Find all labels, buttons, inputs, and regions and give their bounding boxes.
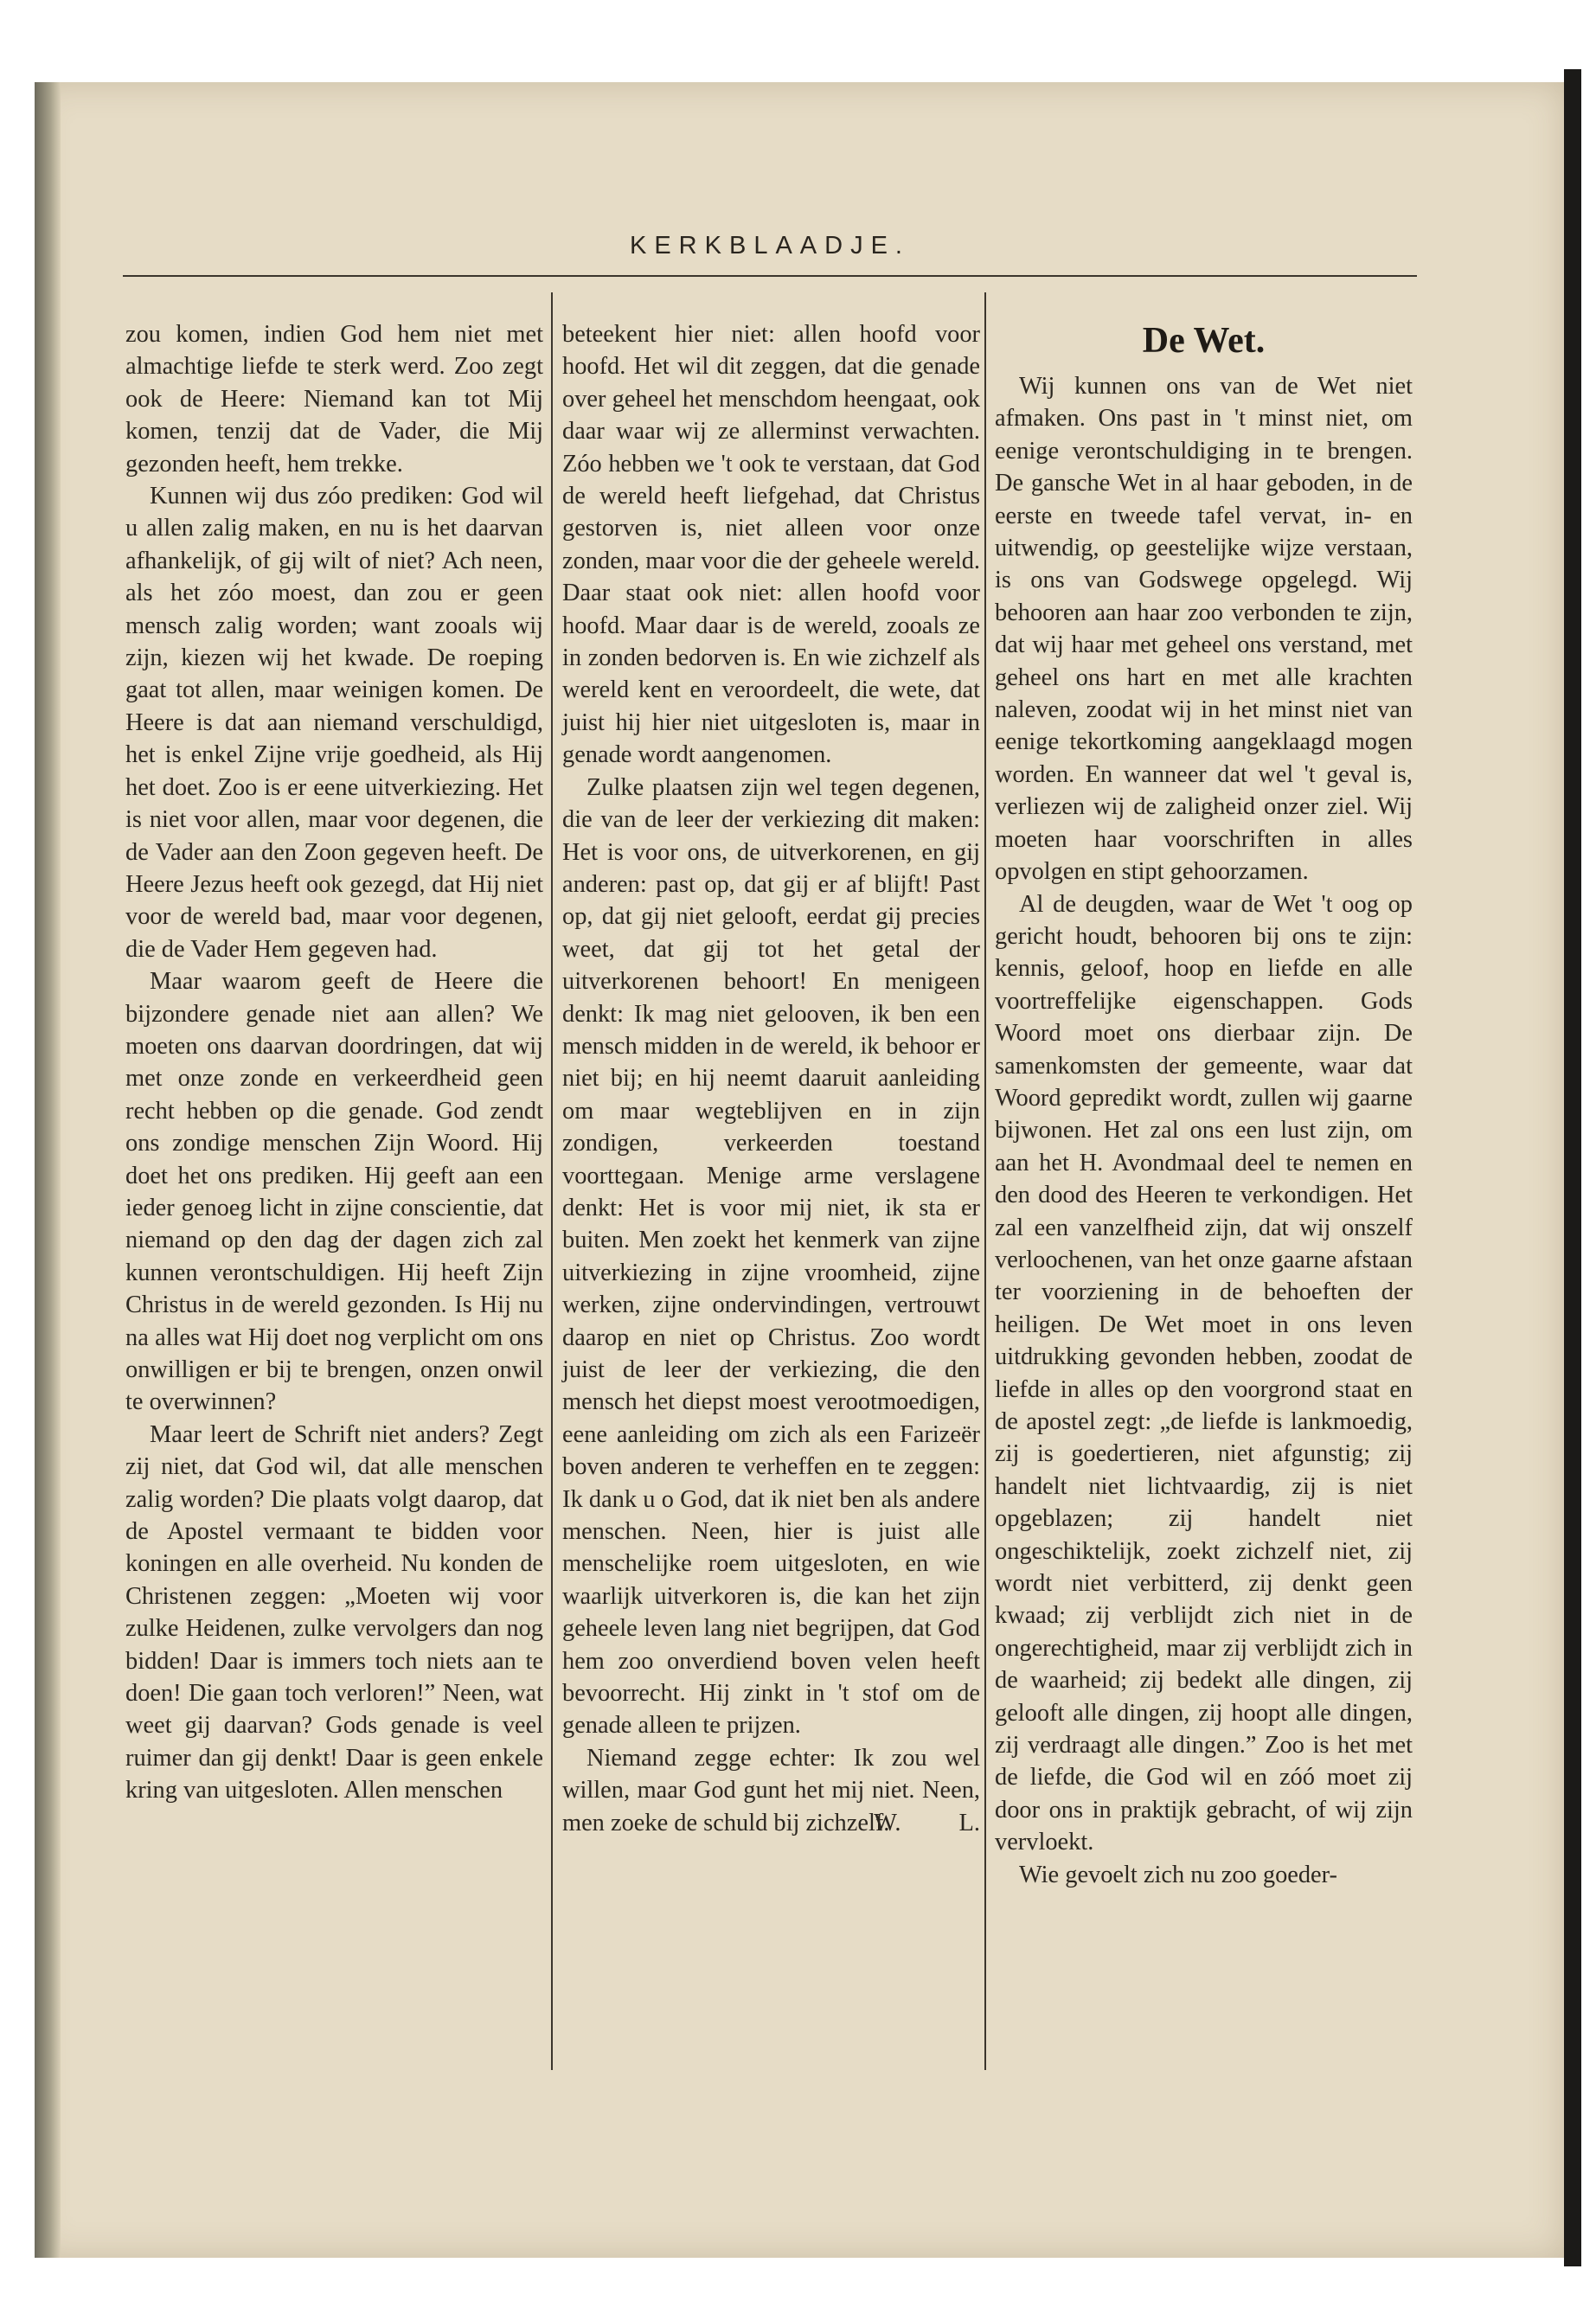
column-3 (995, 318, 1413, 1891)
paragraph: Maar waarom geeft de Heere die bijzondere genade niet aan allen? We moeten ons daarvan doordringen, dat wij met onze zonde en verkeerdheid geen recht hebben op die genade. God zendt ons zondige menschen Zijn Woord. Hij doet het ons prediken. Hij geeft aan een ieder genoeg licht in zijne conscientie, dat niemand op den dag der dagen zich zal kunnen verontschuldigen. Hij heeft Zijn Christus in de wereld gezonden. Is Hij nu na alles wat Hij doet nog verplicht om ons onwilligen er bij te brengen, onzen onwil te overwinnen? (125, 968, 543, 1416)
page-right-edge (1564, 69, 1581, 2266)
paragraph: Maar leert de Schrift niet anders? Zegt zij niet, dat God wil, dat alle menschen zalig worden? Die plaats volgt daarop, dat de Apostel vermaant te bidden voor koningen en alle overheid. Nu konden de Christenen zeggen: „Moeten wij voor zulke Heidenen, zulke vervolgers dan nog bidden! Daar is immers toch niets aan te doen! Die gaan toch verloren!” Neen, wat weet gij daarvan? Gods genade is veel ruimer dan gij denkt! Daar is geen enkele kring van uitgesloten. Allen menschen (125, 1420, 543, 1804)
header-rule (123, 275, 1417, 277)
paragraph: Zulke plaatsen zijn wel tegen degenen, die van de leer der verkiezing dit maken: Het is voor ons, de uitverkorenen, en gij anderen: past op, dat gij er af blijft! Past op, dat gij niet gelooft, eerdat gij precies weet, dat gij tot het getal der uitverkorenen behoort! En menigeen denkt: Ik mag niet gelooven, ik ben een mensch midden in de wereld, ik behoor er niet bij; en hij neemt daaruit aanleiding om maar wegteblijven en in zijn zondigen, verkeerden toestand voorttegaan. Menige arme verslagene denkt: Het is voor mij niet, ik sta er buiten. Men zoekt het kenmerk van zijne uitverkiezing in zijne vroomheid, zijne werken, zijne ondervindingen, vertrouwt daarop en niet op Christus. Zoo wordt juist de leer der verkiezing, die den mensch het diepst moest verootmoedigen, eene aanleiding om zich als een Farizeër boven anderen te verheffen en te zeggen: Ik dank u o God, dat ik niet ben als andere menschen. Neen, hier is juist alle menschelijke roem uitgesloten, en wie waarlijk uitverkoren is, die kan het zijn geheele leven lang niet begrijpen, dat God hem zoo onverdiend boven velen heeft bevoorrecht. Hij zinkt in 't stof om de genade alleen te prijzen. (562, 773, 980, 1740)
paragraph: Wij kunnen ons van de Wet niet afmaken. Ons past in 't minst niet, om eenige verontschuldiging in te brengen. De gansche Wet in al haar geboden, in de eerste en tweede tafel vervat, in- en uitwendig, op geestelijke wijze verstaan, is ons van Godswege opgelegd. Wij behooren aan haar zoo verbonden te zijn, dat wij haar met geheel ons verstand, met geheel ons hart en met alle krachten naleven, zoodat wij in het minst niet van eenige tekortkoming aangeklaagd mogen worden. En wanneer dat wel 't geval is, verliezen wij de zaligheid onzer ziel. Wij moeten haar voorschriften in alles opvolgen en stipt gehoorzamen. (995, 373, 1413, 886)
paragraph: Kunnen wij dus zóo prediken: God wil u allen zalig maken, en nu is het daarvan afhankelijk, of gij wilt of niet? Ach neen, als het zóo moest, dan zou er geen mensch zalig worden; want zooals wij zijn, kiezen wij het kwade. De roeping gaat tot allen, maar weinigen komen. De Heere is dat aan niemand verschuldigd, het is enkel Zijne vrije goedheid, als Hij het doet. Zoo is er eene uitverkiezing. Het is niet voor allen, maar voor degenen, die de Vader aan den Zoon gegeven heeft. De Heere Jezus heeft ook gezegd, dat Hij niet voor de wereld bad, maar voor degenen, die de Vader Hem gegeven had. (125, 483, 543, 963)
article-heading: De Wet. (1142, 321, 1266, 361)
paragraph: Wie gevoelt zich nu zoo goeder- (1019, 1861, 1337, 1888)
paragraph: beteekent hier niet: allen hoofd voor hoofd. Het wil dit zeggen, dat die genade over geheel het menschdom heengaat, ook daar waar wij ze allerminst verwachten. Zóo hebben we 't ook te verstaan, dat God de wereld heeft liefgehad, dat Christus gestorven is, niet alleen voor onze zonden, maar voor die der geheele wereld. Daar staat ook niet: allen hoofd voor hoofd. Maar daar is de wereld, zooals ze in zonden bedorven is. En wie zichzelf als wereld kent en veroordeelt, die wete, dat juist hij hier niet uitgesloten is, maar in genade wordt aangenomen. (562, 321, 980, 769)
page-binding-edge (35, 82, 61, 2258)
paragraph: Niemand zegge echter: Ik zou wel willen, maar God gunt het mij niet. Neen, men zoeke de schuld bij zichzelf. (562, 1744, 980, 1836)
column-2 (562, 318, 980, 1839)
paragraph: zou komen, indien God hem niet met almachtige liefde te sterk werd. Zoo zegt ook de Heere: Niemand kan tot Mij komen, tenzij dat de Vader, die Mij gezonden heeft, hem trekke. (125, 321, 543, 478)
column-divider-1 (551, 292, 553, 2070)
column-divider-2 (984, 292, 986, 2070)
author-signature: W. L. (874, 1809, 980, 1836)
running-title: KERKBLAADJE. (630, 232, 910, 260)
column-1 (125, 318, 543, 1807)
paragraph: Al de deugden, waar de Wet 't oog op gericht houdt, behooren bij ons te zijn: kennis, geloof, hoop en liefde en alle voortreffelijke eigenschappen. Gods Woord moet ons dierbaar zijn. De samenkomsten der gemeente, waar dat Woord gepredikt wordt, zullen wij gaarne bijwonen. Het zal ons een lust zijn, om aan het H. Avondmaal deel te nemen en den dood des Heeren te verkondigen. Het zal een vanzelfheid zijn, dat wij onszelf verloochenen, van het onze gaarne afstaan ter voorziening in de behoeften der heiligen. De Wet moet in ons leven uitdrukking gevonden hebben, zoodat de liefde in alles op den voorgrond staat en de apostel zegt: „de liefde is lankmoedig, zij is goedertieren, niet afgunstig; zij handelt niet lichtvaardig, zij is niet opgeblazen; zij handelt niet ongeschiktelijk, zoekt zichzelf niet, zij wordt niet verbitterd, zij denkt geen kwaad; zij verblijdt zich niet in de ongerechtigheid, maar zij verblijdt zich in de waarheid; zij bedekt alle dingen, zij gelooft alle dingen, zij hoopt alle dingen, zij verdraagt alle dingen.” Zoo is het met de liefde, die God wil en zóó moet zij door ons in praktijk gebracht, of wij zijn vervloekt. (995, 890, 1413, 1856)
